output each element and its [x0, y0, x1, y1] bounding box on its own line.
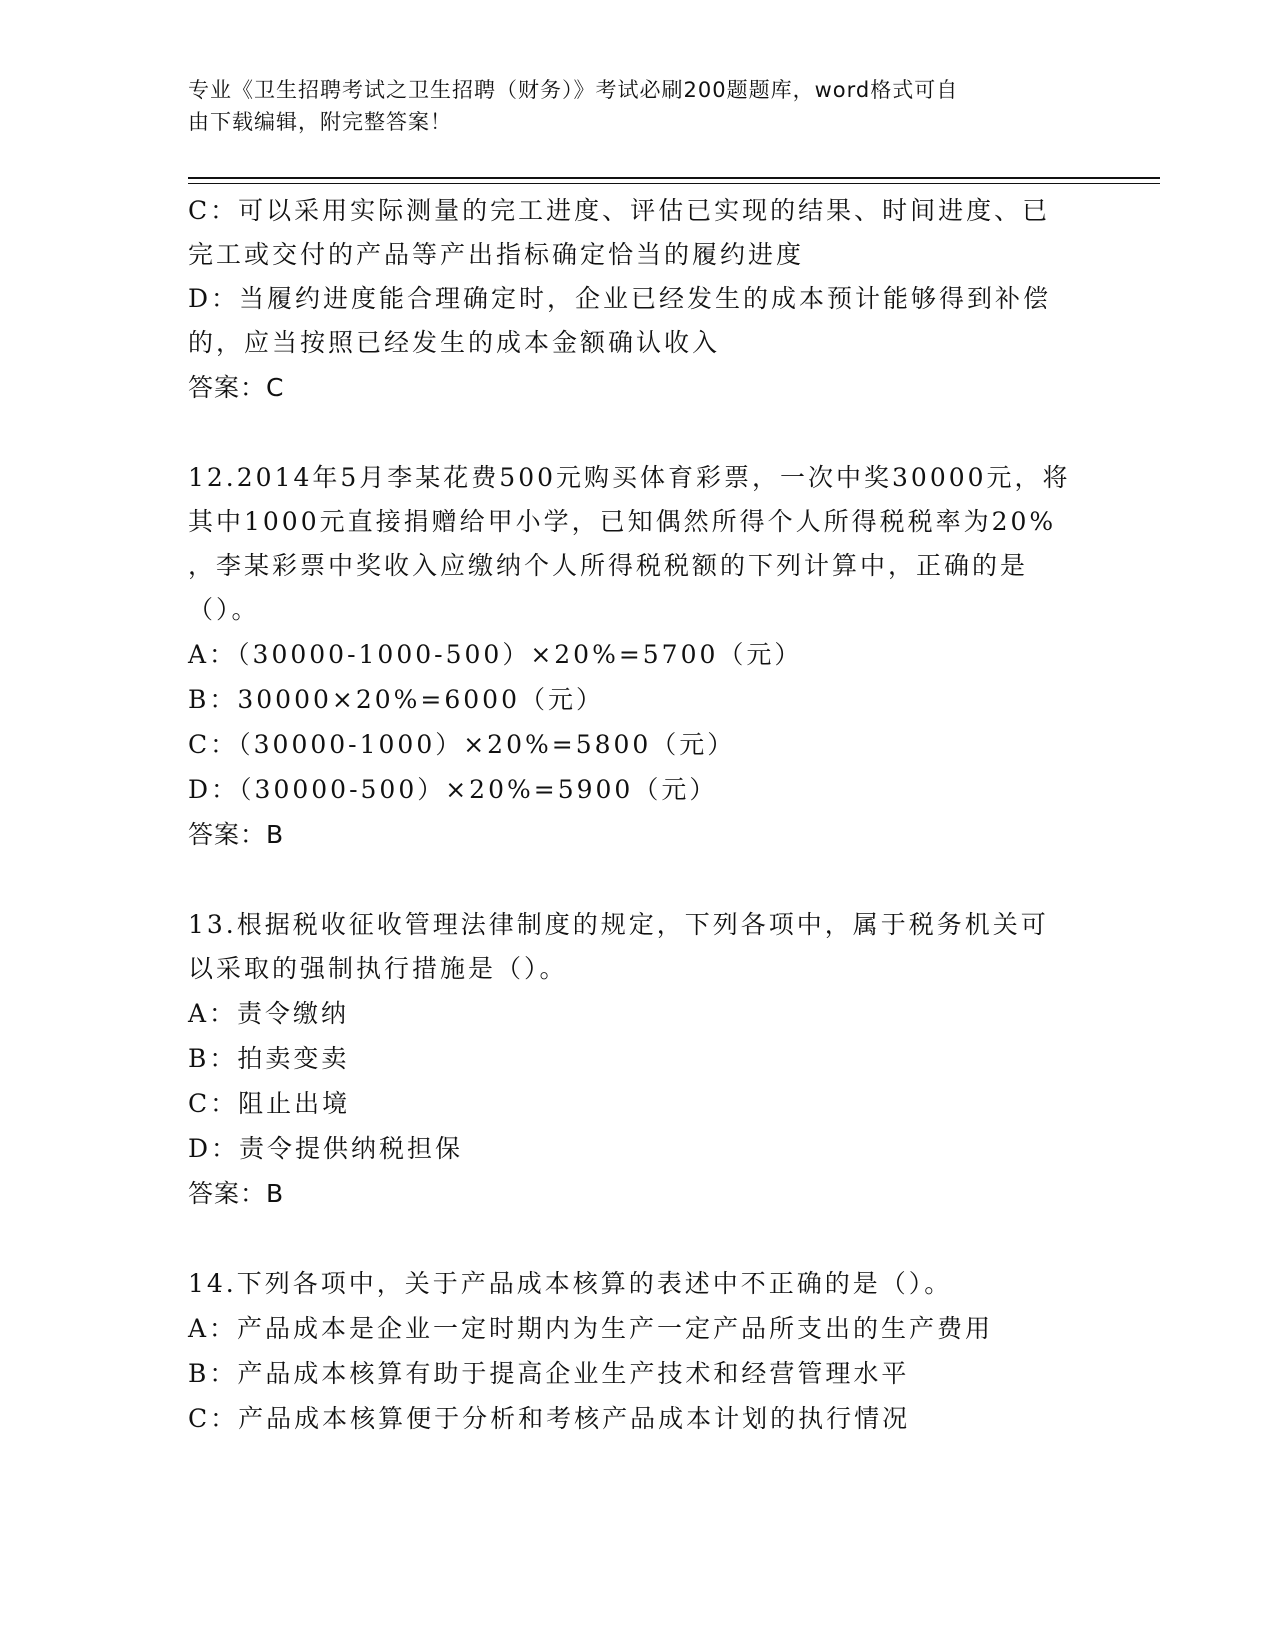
previous-question-continuation [188, 189, 1088, 411]
option-a: A：责令缴纳 [188, 999, 350, 1028]
option-b: B：拍卖变卖 [188, 1044, 350, 1073]
question-14 [188, 1262, 1088, 1441]
option-c-line-1: C：可以采用实际测量的完工进度、评估已实现的结果、时间进度、已 [188, 196, 1051, 225]
question-stem-line: ，李某彩票中奖收入应缴纳个人所得税税额的下列计算中，正确的是 [188, 551, 1029, 580]
question-stem-line: 14.下列各项中，关于产品成本核算的表述中不正确的是（）。 [188, 1269, 953, 1298]
option-c: C：阻止出境 [188, 1089, 351, 1118]
header-line-1: 专业《卫生招聘考试之卫生招聘（财务）》考试必刷200题题库，word格式可自 [188, 78, 959, 102]
question-stem-line: 13.根据税收征收管理法律制度的规定，下列各项中，属于税务机关可 [188, 910, 1049, 939]
option-d: D：责令提供纳税担保 [188, 1134, 464, 1163]
option-d-line-2: 的，应当按照已经发生的成本金额确认收入 [188, 328, 721, 357]
spacer [188, 1217, 1088, 1262]
question-stem-line: 其中1000元直接捐赠给甲小学，已知偶然所得个人所得税税率为20% [188, 507, 1057, 536]
option-b: B：30000×20%=6000（元） [188, 685, 604, 714]
header-line-2: 由下载编辑，附完整答案！ [188, 110, 452, 134]
question-13 [188, 903, 1088, 1217]
header-divider-thin [188, 183, 1160, 184]
header-divider-thick [188, 177, 1160, 179]
question-12 [188, 456, 1088, 858]
option-d-line-1: D：当履约进度能合理确定时，企业已经发生的成本预计能够得到补偿 [188, 284, 1052, 313]
document-body [188, 189, 1088, 1441]
option-b: B：产品成本核算有助于提高企业生产技术和经营管理水平 [188, 1359, 910, 1388]
question-stem-line: 12.2014年5月李某花费500元购买体育彩票，一次中奖30000元，将 [188, 463, 1071, 492]
answer-label: 答案：B [188, 1179, 285, 1208]
answer-label: 答案：C [188, 373, 285, 402]
spacer [188, 411, 1088, 456]
question-stem-line: 以采取的强制执行措施是（）。 [188, 954, 568, 983]
option-c: C：（30000-1000）×20%=5800（元） [188, 730, 736, 759]
option-a: A：产品成本是企业一定时期内为生产一定产品所支出的生产费用 [188, 1314, 994, 1343]
option-a: A：（30000-1000-500）×20%=5700（元） [188, 640, 803, 669]
spacer [188, 858, 1088, 903]
option-c-line-2: 完工或交付的产品等产出指标确定恰当的履约进度 [188, 240, 805, 269]
option-c: C：产品成本核算便于分析和考核产品成本计划的执行情况 [188, 1404, 911, 1433]
document-header [188, 74, 1088, 138]
option-d: D：（30000-500）×20%=5900（元） [188, 775, 718, 804]
question-stem-line: （）。 [188, 595, 260, 624]
answer-label: 答案：B [188, 820, 285, 849]
